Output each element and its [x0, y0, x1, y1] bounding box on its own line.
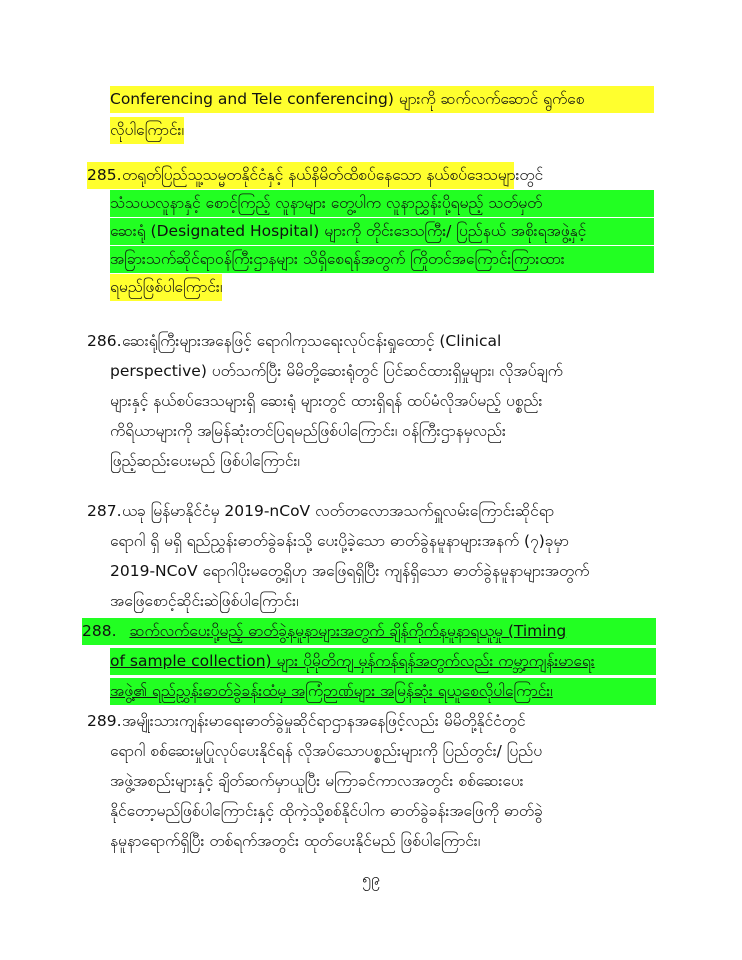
paragraph-number-288: 288. [82, 622, 117, 640]
paragraph-number-289: 289. [87, 712, 122, 730]
p286-line-2: perspective) ပတ်သက်ပြီး မိမိတို့ဆေးရုံတွင် ပြင်ဆင်ထားရှိမှုများ၊ လိုအပ်ချက် [110, 362, 563, 380]
p285-line-3: ဆေးရုံ (Designated Hospital) များကို တိုင်းဒေသကြီး/ ပြည်နယ် အစိုးရအဖွဲ့နှင့် [110, 218, 654, 245]
p286-line-3: များနှင့် နယ်စပ်ဒေသများရှိ ဆေးရုံ များတွင် ထားရှိရန် ထပ်မံလိုအပ်မည့် ပစ္စည်း [110, 392, 543, 410]
p286-line-5: ဖြည့်ဆည်းပေးမည် ဖြစ်ပါကြောင်း၊ [110, 452, 300, 470]
p289-line-5: နမူနာရောက်ရှိပြီး တစ်ရက်အတွင်း ထုတ်ပေးနိုင်မည် ဖြစ်ပါကြောင်း၊ [110, 832, 481, 850]
p288-line-1-text: ဆက်လက်ပေးပို့မည့် ဓာတ်ခွဲနမူနာများအတွက် ချိန်ကိုက်နမူနာရယူမှု (Timing [129, 622, 567, 640]
paragraph-number-287: 287. [87, 502, 122, 520]
p288-line-3: အဖွဲ့၏ ရည်ညွှန်းဓာတ်ခွဲခန်းထံမှ အကြံဉာဏ်များ အမြန်ဆုံး ရယူစေလိုပါကြောင်း၊ [110, 678, 656, 705]
p289-line-4: နိုင်တော့မည်ဖြစ်ပါကြောင်းနှင့် ထိုကဲ့သို့စစ်နိုင်ပါက ဓာတ်ခွဲခန်းအဖြေကို ဓာတ်ခွဲ [110, 802, 543, 820]
p285-line-2: သံသယလူနာနှင့် စောင့်ကြည့် လူနာများ တွေ့ပါက လူနာညွှန်းပို့ရမည့် သတ်မှတ် [110, 190, 654, 217]
paragraph-number-285: 285. [87, 162, 122, 189]
carryover-line-2: လိုပါကြောင်း၊ [110, 117, 184, 144]
page-number: ၅၉ [362, 869, 380, 888]
p289-line-1: အမျိုးသားကျန်းမာရေးဓာတ်ခွဲမှုဆိုင်ရာဌာနအနေဖြင့်လည်း မိမိတို့နိုင်ငံတွင် [122, 712, 526, 730]
p289-line-2: ရောဂါ စစ်ဆေးမှုပြုလုပ်ပေးနိုင်ရန် လိုအပ်သောပစ္စည်းများကို ပြည်တွင်း/ ပြည်ပ [110, 742, 543, 760]
paragraph-number-286: 286. [87, 332, 122, 350]
p287-line-1: ယခု မြန်မာနိုင်ငံမှ 2019-nCoV လတ်တလောအသက်ရှူလမ်းကြောင်းဆိုင်ရာ [122, 502, 554, 520]
p288-line-1 [82, 618, 656, 645]
p289-line-3: အဖွဲ့အစည်းများနှင့် ချိတ်ဆက်မှာယူပြီး မကြာခင်ကာလအတွင်း စစ်ဆေးပေး [110, 772, 524, 790]
p287-line-2: ရောဂါ ရှိ မရှိ ရည်ညွှန်းဓာတ်ခွဲခန်းသို့ ပေးပို့ခဲ့သော ဓာတ်ခွဲနမူနာများအနက် (၇)ခုမှာ [110, 532, 569, 550]
p285-line-4: အခြားသက်ဆိုင်ရာဝန်ကြီးဌာနများ သိရှိစေရန်အတွက် ကြိုတင်အကြောင်းကြားထား [110, 246, 654, 273]
p285-line-5: ရမည်ဖြစ်ပါကြောင်း၊ [110, 274, 222, 301]
p286-line-4: ကိရိယာများကို အမြန်ဆုံးတင်ပြရမည်ဖြစ်ပါကြောင်း၊ ဝန်ကြီးဌာနမှလည်း [110, 422, 506, 440]
p287-line-4: အဖြေစောင့်ဆိုင်းဆဲဖြစ်ပါကြောင်း၊ [110, 592, 299, 610]
carryover-line-1: Conferencing and Tele conferencing) များကို ဆက်လက်ဆောင် ရွက်စေ [110, 86, 654, 113]
p286-line-1: ဆေးရုံကြီးများအနေဖြင့် ရောဂါကုသရေးလုပ်ငန်းရှုထောင့် (Clinical [122, 332, 502, 350]
p285-line-1a: တရုတ်ပြည်သူ့သမ္မတနိုင်ငံနှင့် နယ်နိမိတ်ထိစပ်နေသော နယ်စပ်ဒေသများတွင် [122, 162, 514, 189]
p287-line-3: 2019-NCoV ရောဂါပိုးမတွေ့ရှိဟု အဖြေရရှိပြီး ကျန်ရှိသော ဓာတ်ခွဲနမူနာများအတွက် [110, 562, 590, 580]
p288-line-2: of sample collection) များ ပိုမိုတိကျ မှန်ကန်ရန်အတွက်လည်း ကမ္ဘာ့ကျန်းမာရေး [110, 648, 656, 675]
